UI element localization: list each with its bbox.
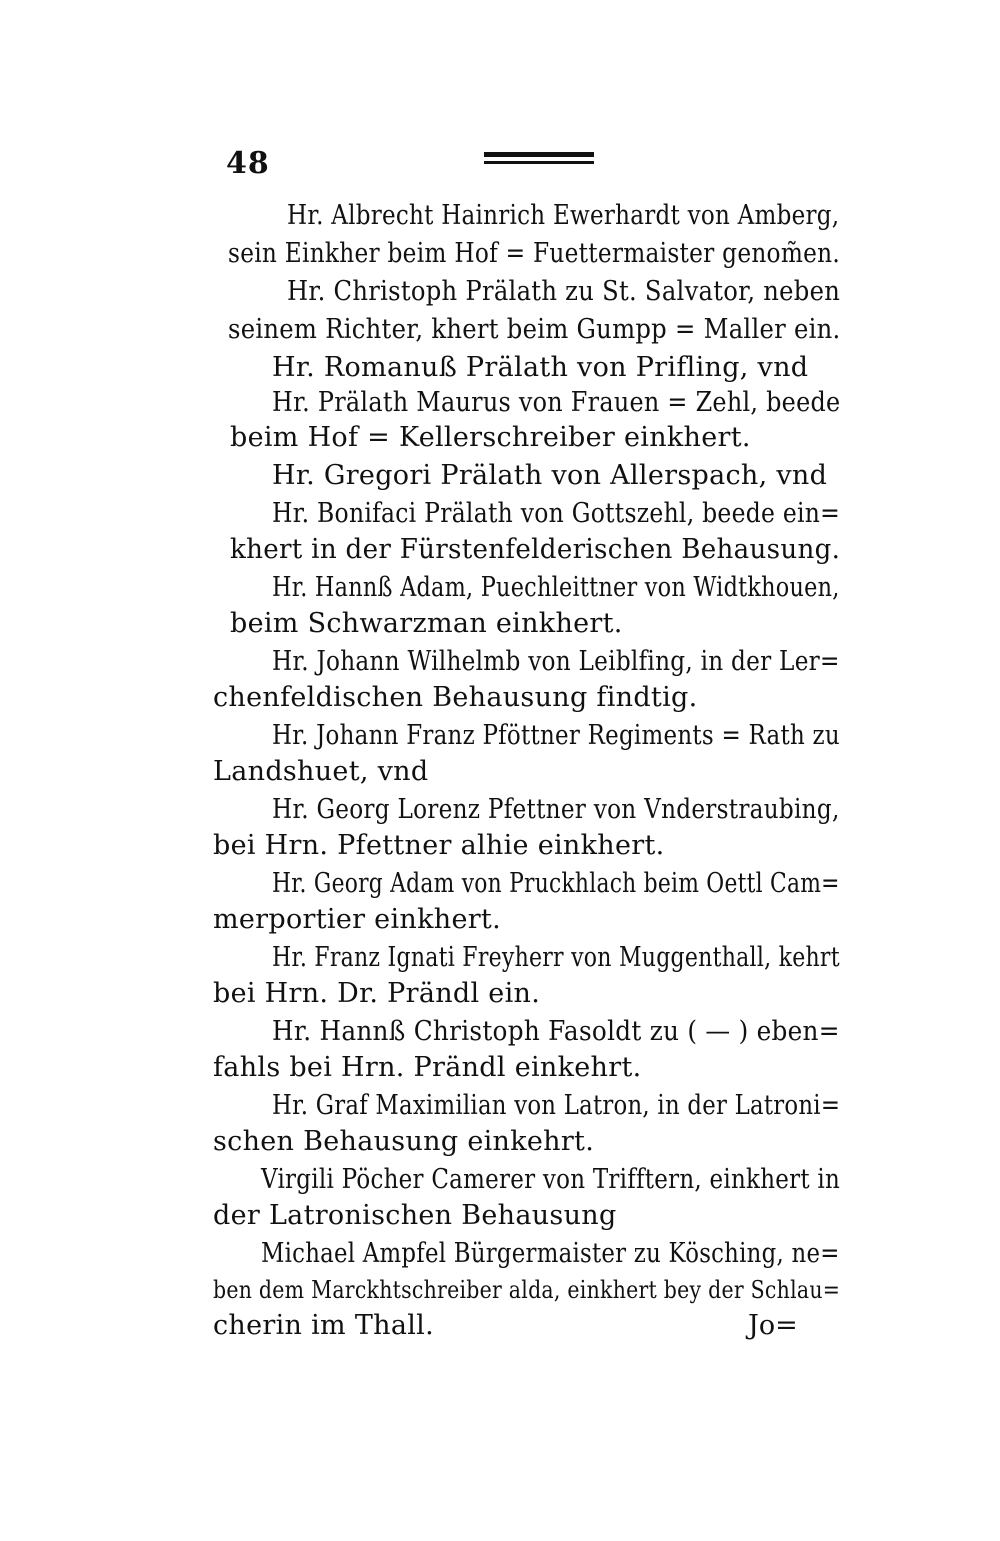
- text-line: khert in der Fürstenfelderischen Behausung.: [230, 534, 841, 565]
- text-line: cherin im Thall.: [213, 1310, 434, 1341]
- text-line: beim Schwarzman einkhert.: [230, 608, 623, 639]
- header-rule-thick: [484, 152, 594, 157]
- text-line: Hr. Romanuß Prälath von Prifling, vnd: [272, 352, 809, 383]
- page-number: 48: [226, 146, 270, 181]
- text-line: Hr. Prälath Maurus von Frauen = Zehl, beede: [272, 387, 841, 418]
- catchword: Jo=: [748, 1310, 798, 1341]
- text-line: Hr. Christoph Prälath zu St. Salvator, neben: [287, 276, 841, 307]
- text-line: bei Hrn. Dr. Prändl ein.: [213, 978, 541, 1009]
- text-line: ben dem Marckhtschreiber alda, einkhert bey der Schlau=: [213, 1276, 841, 1304]
- text-line: Hr. Graf Maximilian von Latron, in der Latroni=: [272, 1090, 841, 1121]
- text-line: chenfeldischen Behausung findtig.: [213, 682, 698, 713]
- text-line: Hr. Albrecht Hainrich Ewerhardt von Amberg,: [287, 200, 840, 231]
- text-line: fahls bei Hrn. Prändl einkehrt.: [213, 1052, 642, 1083]
- text-line: Hr. Hannß Christoph Fasoldt zu ( — ) eben=: [272, 1016, 840, 1047]
- text-line: Hr. Hannß Adam, Puechleittner von Widtkhouen,: [272, 572, 840, 603]
- text-line: Landshuet, vnd: [213, 756, 429, 787]
- text-line: bei Hrn. Pfettner alhie einkhert.: [213, 830, 665, 861]
- text-line: der Latronischen Behausung: [213, 1200, 617, 1231]
- text-line: Hr. Bonifaci Prälath von Gottszehl, beede ein=: [272, 498, 841, 529]
- text-line: Hr. Georg Lorenz Pfettner von Vnderstraubing,: [272, 794, 840, 825]
- text-line: seinem Richter, khert beim Gumpp = Maller ein.: [228, 314, 841, 345]
- header-rule-ornament: [484, 152, 594, 168]
- text-line: sein Einkher beim Hof = Fuettermaister genom̃en.: [228, 238, 841, 269]
- text-line: Michael Ampfel Bürgermaister zu Kösching, ne=: [261, 1238, 840, 1269]
- text-line: Hr. Georg Adam von Pruckhlach beim Oettl Cam=: [272, 868, 840, 899]
- text-line: merportier einkhert.: [213, 904, 501, 935]
- header-rule-thin: [484, 161, 594, 164]
- text-line: Virgili Pöcher Camerer von Trifftern, einkhert in: [261, 1164, 841, 1195]
- text-line: Hr. Johann Wilhelmb von Leiblfing, in der Ler=: [272, 646, 840, 677]
- text-line: Hr. Franz Ignati Freyherr von Muggenthall, kehrt: [272, 942, 840, 973]
- text-line: Hr. Johann Franz Pföttner Regiments = Rath zu: [272, 720, 840, 751]
- text-line: beim Hof = Kellerschreiber einkhert.: [230, 422, 751, 453]
- text-line: Hr. Gregori Prälath von Allerspach, vnd: [272, 460, 828, 491]
- text-line: schen Behausung einkehrt.: [213, 1126, 595, 1157]
